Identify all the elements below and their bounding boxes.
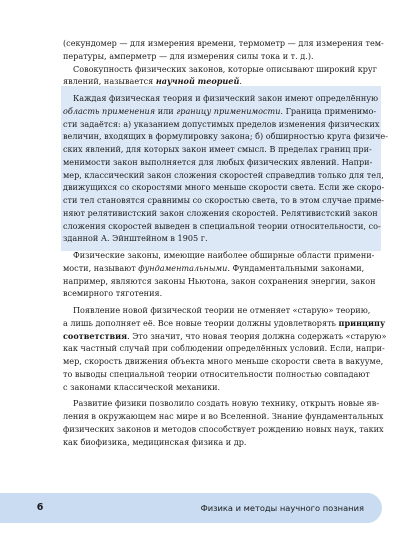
text-line: мер, скорость движения объекта много меньше скорости света в вакууме, bbox=[63, 356, 384, 366]
text-span: . Фундаментальными законами, bbox=[227, 262, 365, 273]
text-span: или bbox=[155, 105, 177, 116]
body-text bbox=[63, 37, 388, 448]
text-line: (секундомер — для измерения времени, термометр — для измерения тем- bbox=[63, 38, 384, 48]
text-line: ских явлений, для которых закон имеет смысл. В пределах границ при- bbox=[63, 144, 372, 154]
term-scientific-theory: научной теорией bbox=[155, 76, 240, 87]
text-span: явлений, называется bbox=[63, 76, 156, 87]
text-line: как частный случай при соблюдении определённых условий. Если, напри- bbox=[63, 343, 385, 354]
term-applicability-limit: границу применимости bbox=[176, 105, 281, 116]
text-line bbox=[63, 262, 379, 275]
paragraph-scientific-theory bbox=[63, 63, 379, 89]
text-line bbox=[63, 75, 379, 88]
text-line: Появление новой физической теории не отменяет «старую» теорию, bbox=[73, 305, 371, 315]
text-line: движущихся со скоростями много меньше скорости света. Если же скоро- bbox=[63, 182, 385, 193]
text-line: сти тел становятся сравнимы со скоростью света, то в этом случае приме- bbox=[63, 195, 385, 205]
text-line: физических законов и методов способствует рождению новых наук, таких bbox=[63, 423, 384, 434]
text-line bbox=[63, 330, 387, 343]
text-span: . Граница применимо- bbox=[280, 105, 377, 116]
paragraph-correspondence-principle bbox=[63, 304, 387, 393]
text-line: например, являются законы Ньютона, закон сохранения энергии, закон bbox=[63, 275, 376, 286]
text-line: ления в окружающем нас мире и во Вселенной. Знание фундаментальных bbox=[63, 411, 384, 421]
text-line: менимости закон выполняется для любых физических явлений. Напри- bbox=[63, 156, 373, 167]
paragraph-instruments bbox=[63, 37, 384, 63]
term-area-of-application: область применения bbox=[63, 105, 156, 116]
text-line: сти задаётся: а) указанием допустимых пределов изменения физических bbox=[63, 118, 380, 129]
term-fundamental: фундаментальными bbox=[138, 262, 228, 273]
text-span: . Это значит, что новая теория должна содержать «старую» bbox=[127, 330, 387, 341]
text-line bbox=[63, 317, 386, 330]
text-line: Развитие физики позволило создать новую технику, открыть новые яв- bbox=[73, 398, 380, 409]
text-line: то выводы специальной теории относительности полностью совпадают bbox=[63, 368, 370, 379]
text-line: величин, входящих в формулировку закона; б) обширностью круга физиче- bbox=[63, 131, 388, 142]
text-line: с законами классической механики. bbox=[63, 381, 221, 392]
text-line: няют релятивистский закон сложения скоростей. Релятивистский закон bbox=[63, 207, 378, 218]
text-span: а лишь дополняет её. Все новые теории должны удовлетворять bbox=[63, 317, 339, 328]
paragraph-area-of-applicability bbox=[63, 92, 388, 245]
text-line: всемирного тяготения. bbox=[63, 288, 163, 299]
text-line: мер, классический закон сложения скоростей справедлив только для тел, bbox=[63, 169, 384, 180]
text-line: Совокупность физических законов, которые описывают широкий круг bbox=[73, 63, 377, 74]
text-line: пературы, амперметр — для измерения силы тока и т. д.). bbox=[63, 50, 314, 61]
text-line bbox=[63, 105, 379, 118]
text-span: . bbox=[239, 76, 242, 87]
paragraph-physics-development bbox=[63, 397, 384, 448]
text-line: сложения скоростей выведен в специальной теории относительности, со- bbox=[63, 220, 381, 231]
term-correspondence-principle-2: соответствия bbox=[63, 330, 128, 341]
term-correspondence-principle-1: принципу bbox=[338, 317, 386, 328]
text-line: Физические законы, имеющие наиболее обширные области примени- bbox=[73, 250, 375, 260]
running-footer-title: Физика и методы научного познания bbox=[200, 503, 364, 513]
text-line: зданной А. Эйнштейном в 1905 г. bbox=[63, 233, 208, 244]
page-number: 6 bbox=[36, 502, 44, 513]
text-line: как биофизика, медицинская физика и др. bbox=[63, 436, 247, 447]
text-span: мости, называют bbox=[63, 262, 139, 273]
text-line: Каждая физическая теория и физический закон имеют определённую bbox=[73, 93, 379, 103]
paragraph-fundamental-laws bbox=[63, 249, 379, 300]
